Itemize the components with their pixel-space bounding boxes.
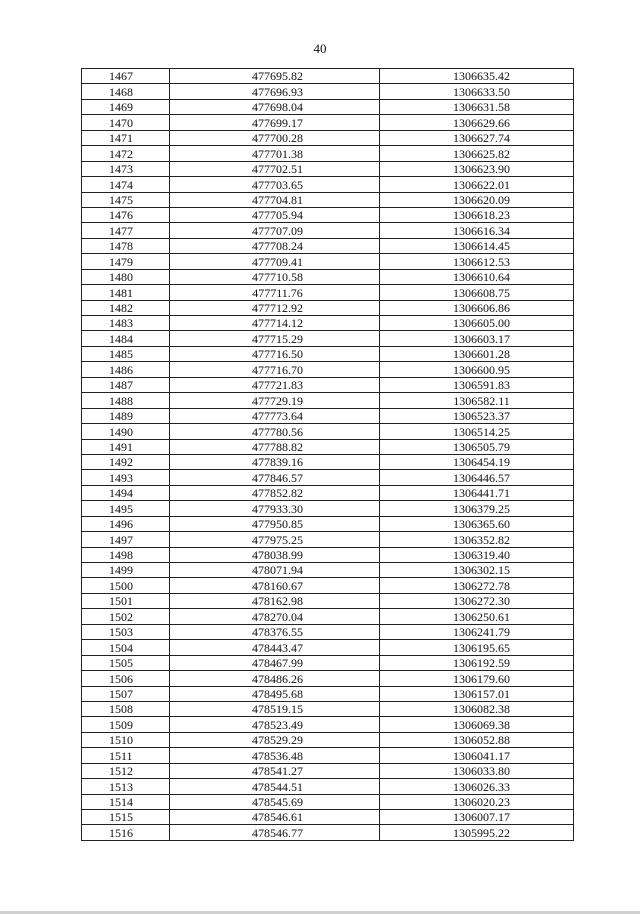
table-row <box>82 424 574 439</box>
x-coordinate-cell: 478523.49 <box>170 717 380 732</box>
table-row <box>82 439 574 454</box>
table-row <box>82 346 574 361</box>
y-coordinate-cell: 1306365.60 <box>380 516 574 531</box>
x-coordinate-cell: 477695.82 <box>170 69 380 84</box>
y-coordinate-cell: 1306614.45 <box>380 238 574 253</box>
x-coordinate-cell: 478270.04 <box>170 609 380 624</box>
x-coordinate-cell: 477703.65 <box>170 177 380 192</box>
y-coordinate-cell: 1306629.66 <box>380 115 574 130</box>
table-row <box>82 763 574 778</box>
table-row <box>82 810 574 825</box>
point-number-cell: 1471 <box>82 130 170 145</box>
y-coordinate-cell: 1306069.38 <box>380 717 574 732</box>
point-number-cell: 1475 <box>82 192 170 207</box>
y-coordinate-cell: 1306610.64 <box>380 269 574 284</box>
x-coordinate-cell: 477714.12 <box>170 316 380 331</box>
point-number-cell: 1501 <box>82 593 170 608</box>
table-row <box>82 254 574 269</box>
x-coordinate-cell: 478536.48 <box>170 748 380 763</box>
y-coordinate-cell: 1306052.88 <box>380 732 574 747</box>
y-coordinate-cell: 1306272.78 <box>380 578 574 593</box>
x-coordinate-cell: 478546.61 <box>170 810 380 825</box>
x-coordinate-cell: 477933.30 <box>170 501 380 516</box>
table-row <box>82 238 574 253</box>
y-coordinate-cell: 1306446.57 <box>380 470 574 485</box>
y-coordinate-cell: 1306157.01 <box>380 686 574 701</box>
table-row <box>82 454 574 469</box>
y-coordinate-cell: 1306635.42 <box>380 69 574 84</box>
x-coordinate-cell: 477712.92 <box>170 300 380 315</box>
y-coordinate-cell: 1306523.37 <box>380 408 574 423</box>
point-number-cell: 1507 <box>82 686 170 701</box>
point-number-cell: 1476 <box>82 207 170 222</box>
x-coordinate-cell: 477839.16 <box>170 454 380 469</box>
y-coordinate-cell: 1306601.28 <box>380 346 574 361</box>
table-row <box>82 501 574 516</box>
table-row <box>82 99 574 114</box>
point-number-cell: 1487 <box>82 377 170 392</box>
point-number-cell: 1503 <box>82 624 170 639</box>
table-row <box>82 223 574 238</box>
x-coordinate-cell: 477773.64 <box>170 408 380 423</box>
table-row <box>82 532 574 547</box>
x-coordinate-cell: 478545.69 <box>170 794 380 809</box>
y-coordinate-cell: 1306582.11 <box>380 393 574 408</box>
x-coordinate-cell: 477715.29 <box>170 331 380 346</box>
point-number-cell: 1500 <box>82 578 170 593</box>
point-number-cell: 1510 <box>82 732 170 747</box>
table-row <box>82 825 574 840</box>
table-row <box>82 115 574 130</box>
y-coordinate-cell: 1306605.00 <box>380 316 574 331</box>
table-row <box>82 192 574 207</box>
x-coordinate-cell: 478376.55 <box>170 624 380 639</box>
y-coordinate-cell: 1306195.65 <box>380 640 574 655</box>
x-coordinate-cell: 478546.77 <box>170 825 380 840</box>
point-number-cell: 1468 <box>82 84 170 99</box>
point-number-cell: 1486 <box>82 362 170 377</box>
point-number-cell: 1488 <box>82 393 170 408</box>
point-number-cell: 1508 <box>82 701 170 716</box>
x-coordinate-cell: 478443.47 <box>170 640 380 655</box>
y-coordinate-cell: 1306026.33 <box>380 779 574 794</box>
point-number-cell: 1482 <box>82 300 170 315</box>
y-coordinate-cell: 1306612.53 <box>380 254 574 269</box>
y-coordinate-cell: 1306033.80 <box>380 763 574 778</box>
point-number-cell: 1489 <box>82 408 170 423</box>
x-coordinate-cell: 478486.26 <box>170 671 380 686</box>
x-coordinate-cell: 477702.51 <box>170 161 380 176</box>
x-coordinate-cell: 477729.19 <box>170 393 380 408</box>
table-row <box>82 732 574 747</box>
y-coordinate-cell: 1306608.75 <box>380 285 574 300</box>
x-coordinate-cell: 477846.57 <box>170 470 380 485</box>
coordinates-table-body <box>82 69 574 841</box>
x-coordinate-cell: 477698.04 <box>170 99 380 114</box>
x-coordinate-cell: 477700.28 <box>170 130 380 145</box>
point-number-cell: 1515 <box>82 810 170 825</box>
point-number-cell: 1494 <box>82 485 170 500</box>
y-coordinate-cell: 1306620.09 <box>380 192 574 207</box>
table-row <box>82 130 574 145</box>
y-coordinate-cell: 1306505.79 <box>380 439 574 454</box>
table-row <box>82 686 574 701</box>
x-coordinate-cell: 478529.29 <box>170 732 380 747</box>
y-coordinate-cell: 1306606.86 <box>380 300 574 315</box>
point-number-cell: 1496 <box>82 516 170 531</box>
y-coordinate-cell: 1306352.82 <box>380 532 574 547</box>
y-coordinate-cell: 1306454.19 <box>380 454 574 469</box>
y-coordinate-cell: 1306618.23 <box>380 207 574 222</box>
x-coordinate-cell: 477950.85 <box>170 516 380 531</box>
x-coordinate-cell: 477721.83 <box>170 377 380 392</box>
point-number-cell: 1493 <box>82 470 170 485</box>
y-coordinate-cell: 1306603.17 <box>380 331 574 346</box>
x-coordinate-cell: 478162.98 <box>170 593 380 608</box>
table-row <box>82 285 574 300</box>
table-row <box>82 146 574 161</box>
table-row <box>82 362 574 377</box>
point-number-cell: 1512 <box>82 763 170 778</box>
point-number-cell: 1467 <box>82 69 170 84</box>
table-row <box>82 485 574 500</box>
point-number-cell: 1498 <box>82 547 170 562</box>
table-row <box>82 609 574 624</box>
y-coordinate-cell: 1306041.17 <box>380 748 574 763</box>
x-coordinate-cell: 477701.38 <box>170 146 380 161</box>
y-coordinate-cell: 1306192.59 <box>380 655 574 670</box>
x-coordinate-cell: 477716.50 <box>170 346 380 361</box>
x-coordinate-cell: 477716.70 <box>170 362 380 377</box>
table-row <box>82 393 574 408</box>
table-row <box>82 640 574 655</box>
x-coordinate-cell: 478160.67 <box>170 578 380 593</box>
y-coordinate-cell: 1306600.95 <box>380 362 574 377</box>
x-coordinate-cell: 477709.41 <box>170 254 380 269</box>
point-number-cell: 1481 <box>82 285 170 300</box>
x-coordinate-cell: 477708.24 <box>170 238 380 253</box>
point-number-cell: 1502 <box>82 609 170 624</box>
point-number-cell: 1480 <box>82 269 170 284</box>
point-number-cell: 1472 <box>82 146 170 161</box>
table-row <box>82 408 574 423</box>
y-coordinate-cell: 1306250.61 <box>380 609 574 624</box>
x-coordinate-cell: 477780.56 <box>170 424 380 439</box>
point-number-cell: 1479 <box>82 254 170 269</box>
y-coordinate-cell: 1306319.40 <box>380 547 574 562</box>
y-coordinate-cell: 1306622.01 <box>380 177 574 192</box>
y-coordinate-cell: 1306623.90 <box>380 161 574 176</box>
coordinates-table-container <box>81 68 573 841</box>
table-row <box>82 794 574 809</box>
x-coordinate-cell: 478519.15 <box>170 701 380 716</box>
y-coordinate-cell: 1306591.83 <box>380 377 574 392</box>
y-coordinate-cell: 1306631.58 <box>380 99 574 114</box>
x-coordinate-cell: 478467.99 <box>170 655 380 670</box>
point-number-cell: 1514 <box>82 794 170 809</box>
point-number-cell: 1516 <box>82 825 170 840</box>
x-coordinate-cell: 477704.81 <box>170 192 380 207</box>
page-number: 40 <box>313 41 327 56</box>
point-number-cell: 1497 <box>82 532 170 547</box>
point-number-cell: 1473 <box>82 161 170 176</box>
point-number-cell: 1470 <box>82 115 170 130</box>
coordinates-table <box>81 68 574 841</box>
y-coordinate-cell: 1306007.17 <box>380 810 574 825</box>
point-number-cell: 1474 <box>82 177 170 192</box>
y-coordinate-cell: 1306179.60 <box>380 671 574 686</box>
x-coordinate-cell: 477705.94 <box>170 207 380 222</box>
point-number-cell: 1484 <box>82 331 170 346</box>
point-number-cell: 1495 <box>82 501 170 516</box>
x-coordinate-cell: 477975.25 <box>170 532 380 547</box>
y-coordinate-cell: 1306020.23 <box>380 794 574 809</box>
table-row <box>82 655 574 670</box>
x-coordinate-cell: 477696.93 <box>170 84 380 99</box>
table-row <box>82 331 574 346</box>
point-number-cell: 1511 <box>82 748 170 763</box>
x-coordinate-cell: 478495.68 <box>170 686 380 701</box>
x-coordinate-cell: 478544.51 <box>170 779 380 794</box>
table-row <box>82 779 574 794</box>
y-coordinate-cell: 1306272.30 <box>380 593 574 608</box>
table-row <box>82 624 574 639</box>
point-number-cell: 1509 <box>82 717 170 732</box>
point-number-cell: 1477 <box>82 223 170 238</box>
table-row <box>82 207 574 222</box>
table-row <box>82 748 574 763</box>
table-row <box>82 269 574 284</box>
table-row <box>82 671 574 686</box>
table-row <box>82 84 574 99</box>
table-row <box>82 717 574 732</box>
y-coordinate-cell: 1306302.15 <box>380 563 574 578</box>
y-coordinate-cell: 1306082.38 <box>380 701 574 716</box>
y-coordinate-cell: 1306379.25 <box>380 501 574 516</box>
table-row <box>82 593 574 608</box>
y-coordinate-cell: 1306441.71 <box>380 485 574 500</box>
x-coordinate-cell: 478071.94 <box>170 563 380 578</box>
y-coordinate-cell: 1306633.50 <box>380 84 574 99</box>
point-number-cell: 1483 <box>82 316 170 331</box>
point-number-cell: 1490 <box>82 424 170 439</box>
y-coordinate-cell: 1305995.22 <box>380 825 574 840</box>
point-number-cell: 1499 <box>82 563 170 578</box>
x-coordinate-cell: 478038.99 <box>170 547 380 562</box>
table-row <box>82 563 574 578</box>
table-row <box>82 161 574 176</box>
x-coordinate-cell: 477711.76 <box>170 285 380 300</box>
point-number-cell: 1469 <box>82 99 170 114</box>
point-number-cell: 1485 <box>82 346 170 361</box>
point-number-cell: 1504 <box>82 640 170 655</box>
y-coordinate-cell: 1306616.34 <box>380 223 574 238</box>
table-row <box>82 701 574 716</box>
table-row <box>82 516 574 531</box>
x-coordinate-cell: 477707.09 <box>170 223 380 238</box>
point-number-cell: 1491 <box>82 439 170 454</box>
point-number-cell: 1478 <box>82 238 170 253</box>
y-coordinate-cell: 1306627.74 <box>380 130 574 145</box>
table-row <box>82 69 574 84</box>
y-coordinate-cell: 1306625.82 <box>380 146 574 161</box>
table-row <box>82 470 574 485</box>
point-number-cell: 1513 <box>82 779 170 794</box>
x-coordinate-cell: 477788.82 <box>170 439 380 454</box>
x-coordinate-cell: 478541.27 <box>170 763 380 778</box>
table-row <box>82 316 574 331</box>
table-row <box>82 578 574 593</box>
y-coordinate-cell: 1306514.25 <box>380 424 574 439</box>
x-coordinate-cell: 477852.82 <box>170 485 380 500</box>
x-coordinate-cell: 477699.17 <box>170 115 380 130</box>
point-number-cell: 1506 <box>82 671 170 686</box>
table-row <box>82 547 574 562</box>
point-number-cell: 1505 <box>82 655 170 670</box>
y-coordinate-cell: 1306241.79 <box>380 624 574 639</box>
table-row <box>82 377 574 392</box>
table-row <box>82 177 574 192</box>
table-row <box>82 300 574 315</box>
x-coordinate-cell: 477710.58 <box>170 269 380 284</box>
point-number-cell: 1492 <box>82 454 170 469</box>
